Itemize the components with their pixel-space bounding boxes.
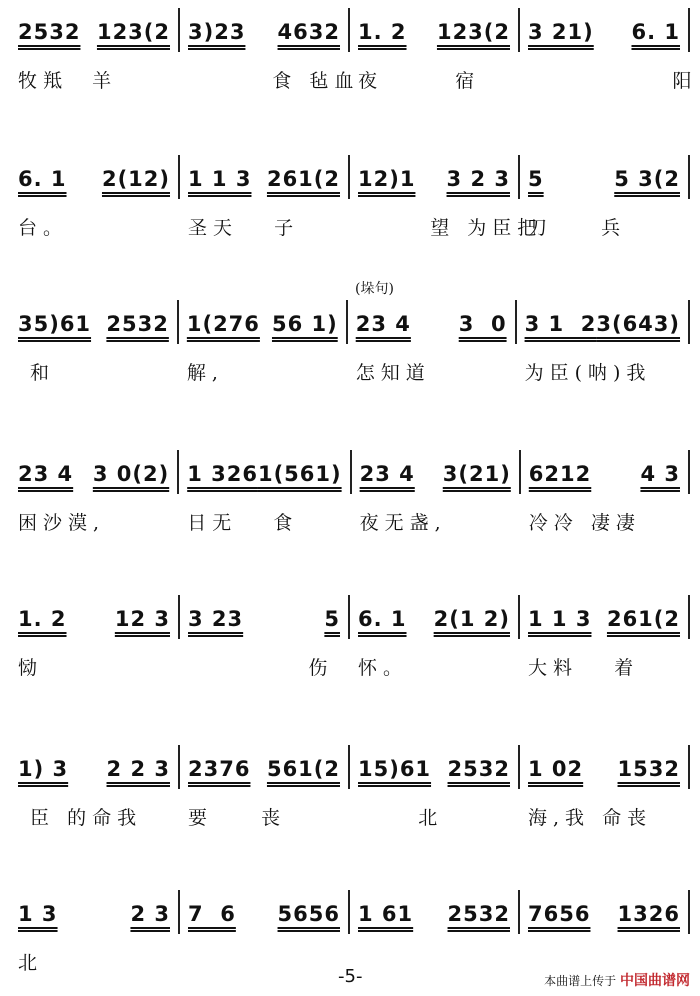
measure	[517, 300, 690, 384]
lyrics: 恸	[18, 657, 44, 679]
lyrics: 北	[18, 952, 44, 974]
score-system	[10, 745, 690, 835]
measure	[10, 745, 180, 829]
note-group: 12)1	[358, 167, 416, 191]
measure	[179, 450, 351, 534]
note-group: 123(2	[436, 20, 510, 44]
note-group: 261(2	[606, 607, 680, 631]
note-group: 1(276	[186, 312, 260, 336]
score-system	[10, 300, 690, 390]
lyrics: 困沙漠,	[18, 512, 106, 534]
note-group: 3 23	[188, 607, 244, 631]
lyrics: 要 丧	[188, 807, 287, 829]
note-group: 1. 2	[18, 607, 67, 631]
note-group: 2532	[447, 757, 510, 781]
note-group: 1326	[617, 902, 680, 926]
note-group: 1) 3	[18, 757, 69, 781]
lyrics: 夜无盏,	[359, 512, 447, 534]
lyrics: 牧羝 羊	[18, 70, 118, 92]
measure	[350, 890, 520, 934]
measure	[520, 595, 690, 679]
page-number: -5-	[338, 966, 363, 987]
note-group: 2 3	[130, 902, 170, 926]
credit	[544, 970, 690, 990]
measure	[180, 8, 360, 92]
measure	[350, 745, 520, 829]
note-group: 2532	[447, 902, 510, 926]
measure	[180, 595, 350, 679]
measure	[350, 8, 520, 92]
note-group: 5656	[277, 902, 340, 926]
measure	[520, 155, 690, 239]
note-group: 2(1 2)	[433, 607, 510, 631]
note-group: 1 3	[18, 902, 58, 926]
lyrics: 台。	[18, 217, 69, 239]
lyrics: 大料 着	[528, 657, 640, 679]
note-group: 1. 2	[358, 20, 407, 44]
lyrics: 圣天 子	[188, 217, 300, 239]
note-group: 3 2 3	[446, 167, 510, 191]
note-group: 35)61	[18, 312, 92, 336]
lyrics: 望 为臣把	[358, 217, 543, 239]
note-group: 23 4	[18, 462, 74, 486]
lyrics: 怀。	[358, 657, 409, 679]
measure	[10, 155, 180, 239]
note-group: 1 1 3	[528, 607, 592, 631]
measure	[10, 300, 179, 384]
note-group: 7 6	[188, 902, 236, 926]
note-group: 5 3(2	[614, 167, 680, 191]
lyrics: 冷冷 凄凄	[528, 512, 641, 534]
lyrics: 伤	[188, 657, 334, 679]
note-group: 56 1)	[271, 312, 338, 336]
note-group: 3(21)	[442, 462, 511, 486]
measure	[10, 450, 179, 534]
lyrics: 解,	[186, 362, 224, 384]
note-group: 5	[324, 607, 340, 631]
measure	[179, 300, 348, 384]
note-group: 6212	[528, 462, 592, 486]
lyrics: 夜 宿	[358, 70, 481, 92]
credit-text: 本曲谱上传于	[544, 974, 617, 988]
note-group: 1 02	[528, 757, 584, 781]
measure	[348, 300, 517, 384]
section-annotation: (垛句)	[355, 281, 394, 297]
note-group: 12 3	[114, 607, 170, 631]
score-system	[10, 8, 698, 98]
note-group: 6. 1	[18, 167, 67, 191]
lyrics: 海,我 命丧	[528, 807, 653, 829]
note-group: 2532	[106, 312, 169, 336]
brand-logo: 中国曲谱网	[620, 973, 690, 989]
measure	[180, 155, 350, 239]
score-system	[10, 595, 690, 685]
note-group: 3 0(2)	[92, 462, 170, 486]
measure	[10, 8, 180, 92]
note-group: 2(12)	[101, 167, 170, 191]
note-group: 3 21)	[528, 20, 594, 44]
lyrics: 臣 的命我	[18, 807, 143, 829]
note-group: 2376	[188, 757, 251, 781]
note-group: 2532	[18, 20, 81, 44]
lyrics: 日无 食	[187, 512, 299, 534]
note-group: 3 0	[458, 312, 507, 336]
lyrics: 怎知道	[355, 362, 431, 384]
lyrics: 为臣(呐)我	[524, 362, 652, 384]
measure	[350, 155, 543, 239]
measure	[520, 8, 698, 92]
note-group: 1 326	[187, 462, 258, 486]
measure	[180, 745, 350, 829]
note-group: 1 61	[358, 902, 414, 926]
note-group: 1532	[617, 757, 680, 781]
note-group: 5	[528, 167, 544, 191]
note-group: 7656	[528, 902, 591, 926]
note-group: 3(643)	[596, 312, 681, 336]
measure	[521, 450, 690, 534]
note-group: 4632	[277, 20, 340, 44]
lyrics: 阳	[528, 70, 698, 92]
measure	[350, 595, 520, 679]
note-group: 2 2 3	[106, 757, 170, 781]
note-group: 3 1 2	[524, 312, 597, 336]
measure	[10, 890, 180, 974]
score-system	[10, 155, 690, 245]
lyrics: 食 毡血	[188, 70, 360, 92]
note-group: 4 3	[640, 462, 680, 486]
note-group: 561(2	[266, 757, 340, 781]
measure	[10, 595, 180, 679]
lyrics: 北	[358, 807, 444, 829]
measure	[352, 450, 521, 534]
note-group: 3)23	[188, 20, 246, 44]
note-group: 123(2	[96, 20, 170, 44]
score-system	[10, 450, 690, 540]
note-group: 1 1 3	[188, 167, 252, 191]
note-group: 23 4	[355, 312, 411, 336]
measure	[520, 890, 690, 934]
lyrics: 和	[18, 362, 56, 384]
note-group: 15)61	[358, 757, 432, 781]
note-group: 1(561)	[257, 462, 342, 486]
note-group: 23 4	[359, 462, 415, 486]
measure	[520, 745, 690, 829]
note-group: 6. 1	[631, 20, 680, 44]
note-group: 6. 1	[358, 607, 407, 631]
note-group: 261(2	[266, 167, 340, 191]
lyrics: 刀 兵	[528, 217, 627, 239]
measure	[180, 890, 350, 934]
